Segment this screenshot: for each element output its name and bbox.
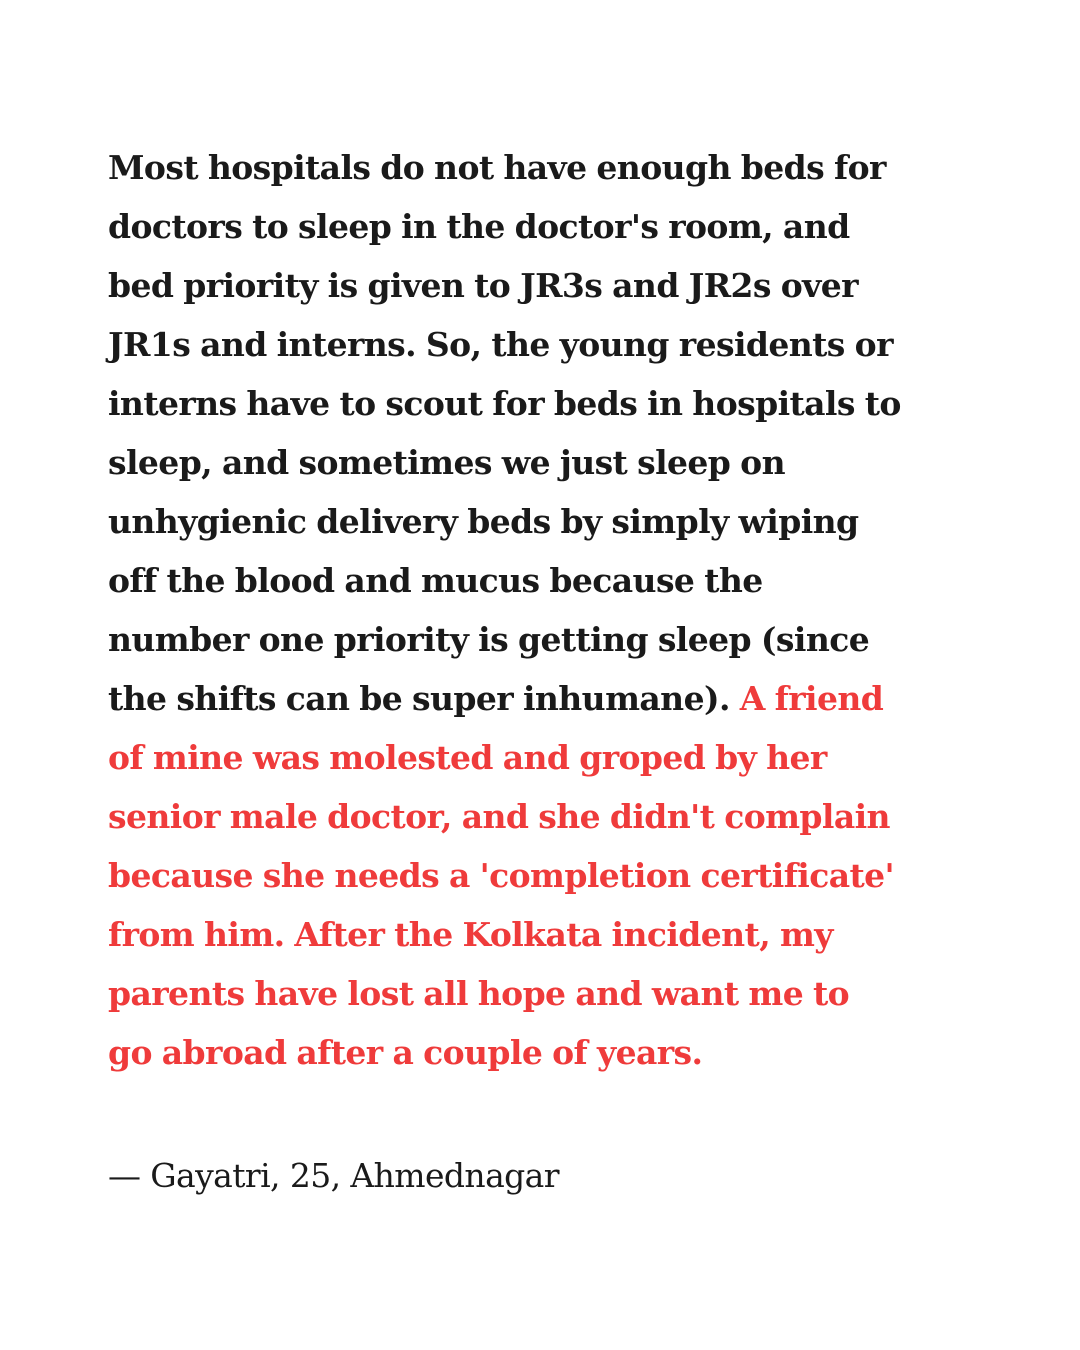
quote-attribution: — Gayatri, 25, Ahmednagar (108, 1156, 559, 1195)
quote-line (108, 846, 998, 905)
quote-line-text: number one priority is getting sleep (since (108, 620, 870, 659)
quote-line-highlight: A friend (739, 679, 884, 718)
quote-line (108, 669, 998, 728)
quote-line-highlight: senior male doctor, and she didn't complain (108, 797, 890, 836)
quote-line-highlight: go abroad after a couple of years. (108, 1033, 703, 1072)
quote-line (108, 905, 998, 964)
quote-line (108, 787, 998, 846)
quote-line (108, 492, 998, 551)
quote-line (108, 728, 998, 787)
quote-line (108, 197, 998, 256)
quote-line (108, 138, 998, 197)
quote-text (108, 138, 998, 1082)
quote-line (108, 374, 998, 433)
quote-card (108, 138, 998, 1082)
quote-line (108, 551, 998, 610)
quote-line (108, 610, 998, 669)
quote-line-text: Most hospitals do not have enough beds for (108, 148, 886, 187)
quote-line-highlight: because she needs a 'completion certificate' (108, 856, 895, 895)
quote-line (108, 964, 998, 1023)
quote-line-highlight: parents have lost all hope and want me to (108, 974, 850, 1013)
quote-line-text: interns have to scout for beds in hospitals to (108, 384, 901, 423)
quote-line (108, 256, 998, 315)
quote-line-highlight: of mine was molested and groped by her (108, 738, 827, 777)
quote-line-text: sleep, and sometimes we just sleep on (108, 443, 785, 482)
quote-line (108, 315, 998, 374)
quote-line (108, 1023, 998, 1082)
quote-line (108, 433, 998, 492)
quote-line-text: doctors to sleep in the doctor's room, and (108, 207, 850, 246)
quote-line-text: JR1s and interns. So, the young residents or (108, 325, 893, 364)
quote-line-text: unhygienic delivery beds by simply wiping (108, 502, 859, 541)
quote-line-text: the shifts can be super inhumane). (108, 679, 740, 718)
quote-line-text: off the blood and mucus because the (108, 561, 763, 600)
quote-line-text: bed priority is given to JR3s and JR2s over (108, 266, 858, 305)
quote-line-highlight: from him. After the Kolkata incident, my (108, 915, 833, 954)
